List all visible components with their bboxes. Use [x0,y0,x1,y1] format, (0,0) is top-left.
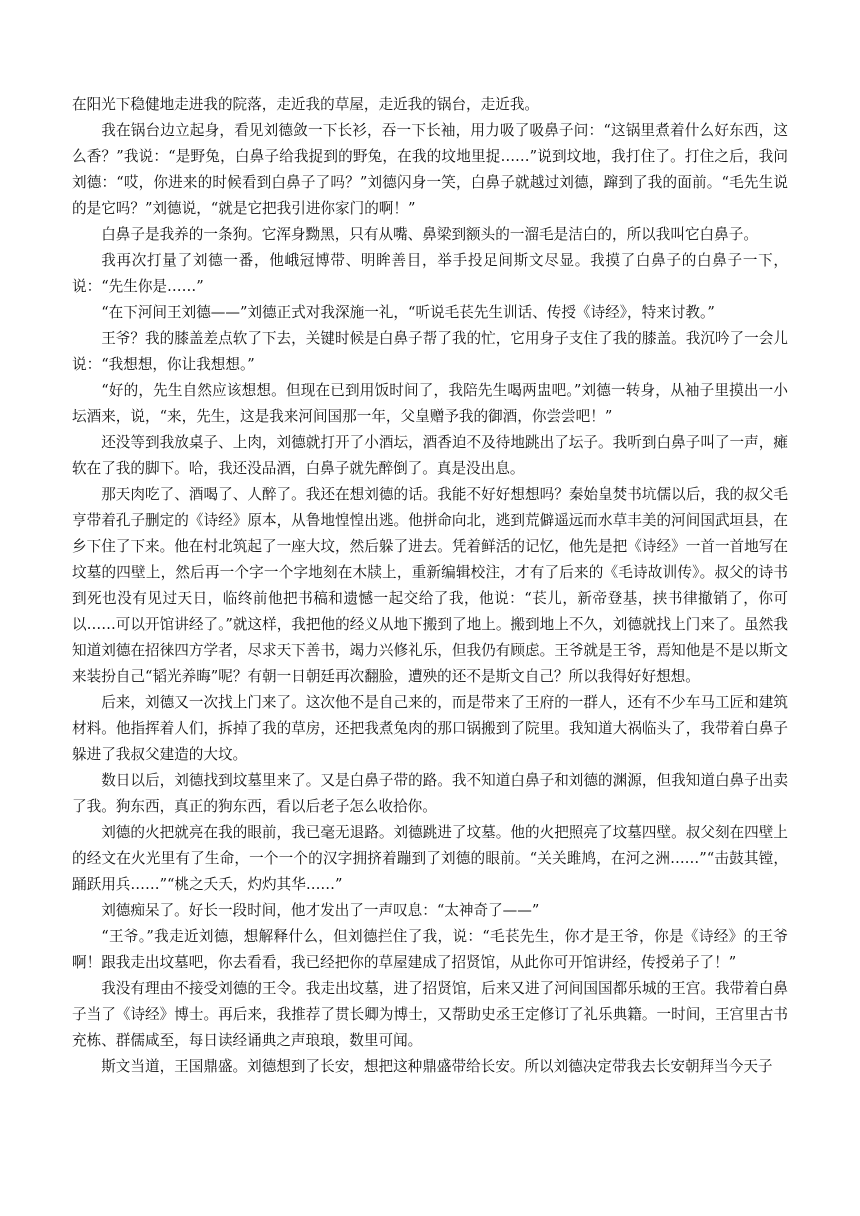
paragraph-14: “王爷。”我走近刘德，想解释什么，但刘德拦住了我，说：“毛苌先生，你才是王爷，你是《诗经》的王爷啊！跟我走出坟墓吧，你去看看，我已经把你的草屋建成了招贤馆，从此你可开馆讲经，传授弟子了！” [72,928,788,971]
paragraph-13: 刘德痴呆了。好长一段时间，他才发出了一声叹息：“太神奇了——” [101,902,540,919]
paragraph-7: “好的，先生自然应该想想。但现在已到用饭时间了，我陪先生喝两盅吧。”刘德一转身，从袖子里摸出一小坛酒来，说，“来，先生，这是我来河间国那一年，父皇赠予我的御酒，你尝尝吧！” [72,382,788,425]
paragraph-6: 王爷？我的膝盖差点软了下去，关键时候是白鼻子帮了我的忙，它用身子支住了我的膝盖。我沉吟了一会儿说：“我想想，你让我想想。” [72,330,788,373]
paragraph-1: 在阳光下稳健地走进我的院落，走近我的草屋，走近我的锅台，走近我。 [72,96,540,113]
paragraph-15: 我没有理由不接受刘德的王令。我走出坟墓，进了招贤馆，后来又进了河间国国都乐城的王宫。我带着白鼻子当了《诗经》博士。再后来，我推荐了贯长卿为博士，又帮助史丞王定修订了礼乐典籍。一时间，王宫里古书充栋、群儒咸至，每日读经诵典之声琅琅，数里可闻。 [72,980,788,1049]
paragraph-2: 我在锅台边立起身，看见刘德敛一下长衫，吞一下长袖，用力吸了吸鼻子问：“这锅里煮着什么好东西，这么香？”我说：“是野兔，白鼻子给我捉到的野兔，在我的坟地里捉……”说到坟地，我打住了。打住之后，我问刘德：“哎，你进来的时候看到白鼻子了吗？”刘德闪身一笑，白鼻子就越过刘德，蹿到了我的面前。“毛先生说的是它吗？”刘德说，“就是它把我引进你家门的啊！” [72,122,788,217]
paragraph-8: 还没等到我放桌子、上肉，刘德就打开了小酒坛，酒香迫不及待地跳出了坛子。我听到白鼻子叫了一声，瘫软在了我的脚下。哈，我还没品酒，白鼻子就先醉倒了。真是没出息。 [72,434,788,477]
paragraph-9: 那天肉吃了、酒喝了、人醉了。我还在想刘德的话。我能不好好想想吗？秦始皇焚书坑儒以后，我的叔父毛亨带着孔子删定的《诗经》原本，从鲁地惶惶出逃。他拼命向北，逃到荒僻遥远而水草丰美的河间国武垣县，在乡下住了下来。他在村北筑起了一座大坟，然后躲了进去。凭着鲜活的记忆，他先是把《诗经》一首一首地写在坟墓的四壁上，然后再一个字一个字地刻在木牍上，重新编辑校注，才有了后来的《毛诗故训传》。叔父的诗书到死也没有见过天日，临终前他把书稿和遗憾一起交给了我，他说：“苌儿，新帝登基，挟书律撤销了，你可以……可以开馆讲经了。”就这样，我把他的经义从地下搬到了地上。搬到地上不久，刘德就找上门来了。虽然我知道刘德在招徕四方学者，尽求天下善书，竭力兴修礼乐，但我仍有顾虑。王爷就是王爷，焉知他是不是以斯文来装扮自己“韬光养晦”呢？有朝一日朝廷再次翻脸，遭殃的还不是斯文自己？所以我得好好想想。 [72,486,788,685]
document-page [72,92,788,1080]
paragraph-5: “在下河间王刘德——”刘德正式对我深施一礼，“听说毛苌先生训话、传授《诗经》，特来讨教。” [101,304,715,321]
paragraph-3: 白鼻子是我养的一条狗。它浑身黝黑，只有从嘴、鼻梁到额头的一溜毛是洁白的，所以我叫它白鼻子。 [101,226,758,243]
paragraph-4: 我再次打量了刘德一番，他峨冠博带、明眸善目，举手投足间斯文尽显。我摸了白鼻子的白鼻子一下，说：“先生你是……” [72,252,788,295]
paragraph-11: 数日以后，刘德找到坟墓里来了。又是白鼻子带的路。我不知道白鼻子和刘德的渊源，但我知道白鼻子出卖了我。狗东西，真正的狗东西，看以后老子怎么收拾你。 [72,772,788,815]
paragraph-10: 后来，刘德又一次找上门来了。这次他不是自己来的，而是带来了王府的一群人，还有不少车马工匠和建筑材料。他指挥着人们，拆掉了我的草房，还把我煮兔肉的那口锅搬到了院里。我知道大祸临头了，我带着白鼻子躲进了我叔父建造的大坟。 [72,694,788,763]
paragraph-16: 斯文当道，王国鼎盛。刘德想到了长安，想把这种鼎盛带给长安。所以刘德决定带我去长安朝拜当今天子 [101,1058,773,1075]
paragraph-12: 刘德的火把就亮在我的眼前，我已毫无退路。刘德跳进了坟墓。他的火把照亮了坟墓四壁。叔父刻在四壁上的经文在火光里有了生命，一个一个的汉字拥挤着蹦到了刘德的眼前。“关关雎鸠，在河之洲……”“击鼓其镗，踊跃用兵……”“桃之夭夭，灼灼其华……” [72,824,788,893]
